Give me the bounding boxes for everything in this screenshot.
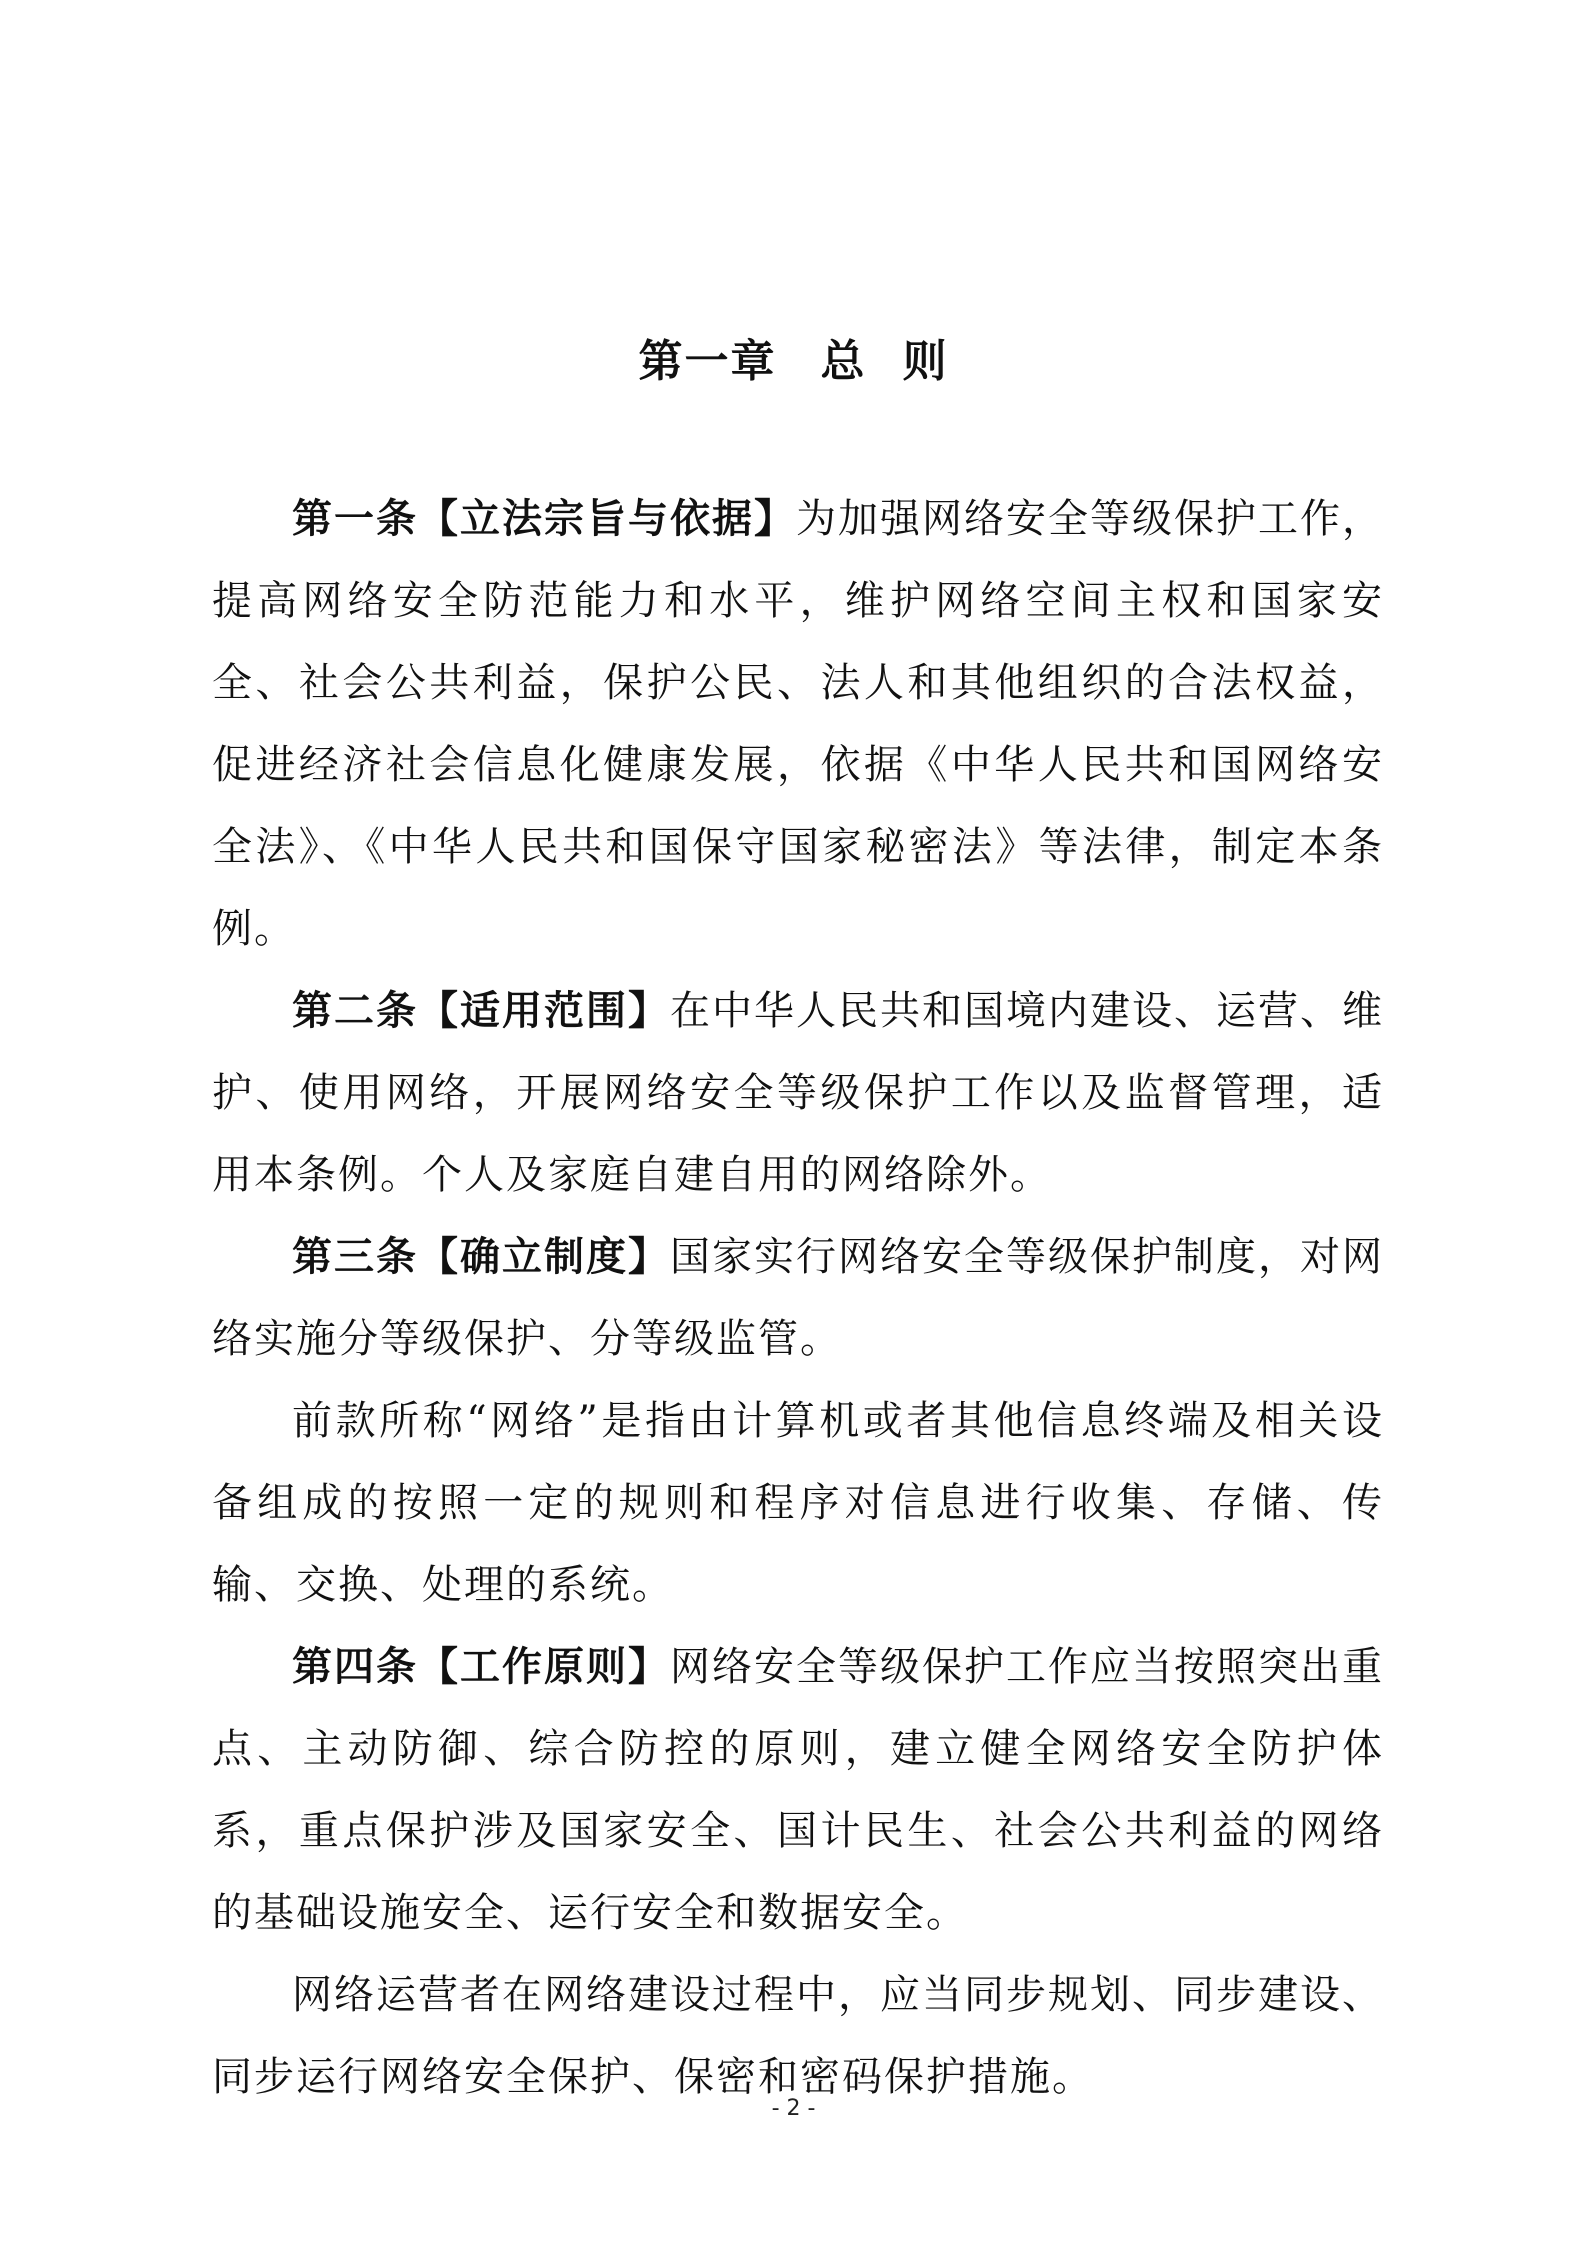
article-1-paragraph (212, 478, 1384, 970)
page-number: - 2 - (771, 2096, 816, 2121)
article-4-second-text: 网络运营者在网络建设过程中，应当同步规划、同步建设、同步运行网络安全保护、保密和密码保护措施。 (212, 1972, 1384, 2100)
article-2-paragraph (212, 970, 1384, 1216)
article-3-text: 国家实行网络安全等级保护制度，对网络实施分等级保护、分等级监管。 (212, 1234, 1384, 1362)
article-3-paragraph (212, 1216, 1384, 1380)
article-body (212, 478, 1384, 2118)
article-4-heading: 第四条【工作原则】 (292, 1644, 670, 1690)
article-1-text: 为加强网络安全等级保护工作，提高网络安全防范能力和水平，维护网络空间主权和国家安全、社会公共利益，保护公民、法人和其他组织的合法权益，促进经济社会信息化健康发展，依据《中华人民共和国网络安全法》、《中华人民共和国保守国家秘密法》等法律，制定本条例。 (212, 496, 1384, 952)
article-3-definition-paragraph (212, 1380, 1384, 1626)
article-4-text: 网络安全等级保护工作应当按照突出重点、主动防御、综合防控的原则，建立健全网络安全防护体系，重点保护涉及国家安全、国计民生、社会公共利益的网络的基础设施安全、运行安全和数据安全。 (212, 1644, 1384, 1936)
article-2-text: 在中华人民共和国境内建设、运营、维护、使用网络，开展网络安全等级保护工作以及监督管理，适用本条例。个人及家庭自建自用的网络除外。 (212, 988, 1384, 1198)
chapter-title-part-1: 总 (820, 336, 867, 387)
article-4-paragraph (212, 1626, 1384, 1954)
chapter-title-part-2: 则 (902, 336, 949, 387)
article-3-heading: 第三条【确立制度】 (292, 1234, 670, 1280)
article-1-heading: 第一条【立法宗旨与依据】 (292, 496, 796, 542)
article-2-heading: 第二条【适用范围】 (292, 988, 670, 1034)
article-3-definition-text: 前款所称“网络”是指由计算机或者其他信息终端及相关设备组成的按照一定的规则和程序对信息进行收集、存储、传输、交换、处理的系统。 (212, 1398, 1384, 1608)
chapter-title (0, 332, 1587, 392)
chapter-number: 第一章 (638, 336, 777, 387)
